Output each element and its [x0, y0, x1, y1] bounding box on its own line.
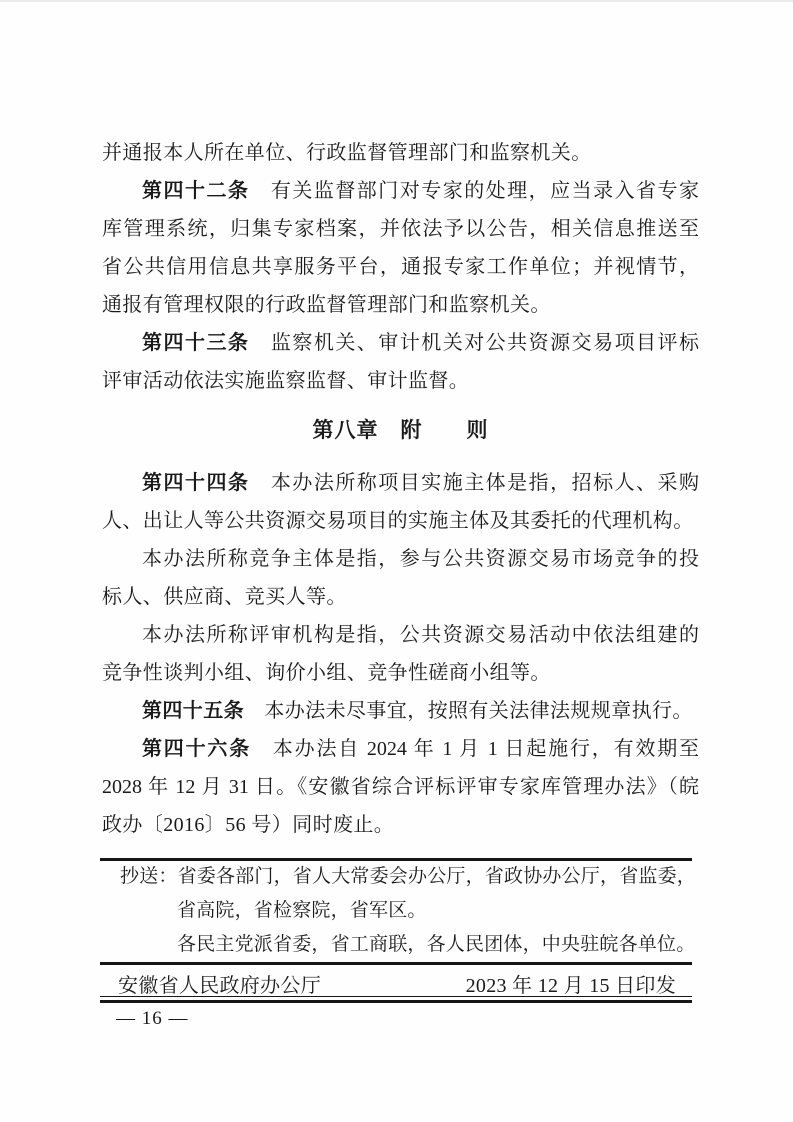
document-text-line	[102, 464, 699, 502]
document-text-line	[102, 730, 699, 768]
text-segment: 省公共信用信息共享服务平台，通报专家工作单位；并视情节，	[102, 256, 699, 278]
copy-to-text: 省委各部门，省人大常委会办公厅，省政协办公厅，省监委，	[177, 866, 697, 887]
document-text-line	[102, 248, 699, 286]
article-number: 第四十五条	[142, 700, 244, 722]
document-text-line	[102, 362, 699, 400]
copy-to-line	[120, 860, 695, 894]
document-text-line	[102, 768, 699, 806]
text-segment: 政办〔2016〕56 号）同时废止。	[102, 814, 395, 836]
document-text-line	[102, 134, 699, 172]
copy-to-line: 省高院，省检察院，省军区。	[177, 900, 427, 921]
document-text-line	[102, 286, 699, 324]
article-number: 第四十三条	[142, 332, 250, 354]
copy-to-line: 各民主党派省委，省工商联，各人民团体，中央驻皖各单位。	[177, 934, 696, 955]
document-text-line	[102, 210, 699, 248]
document-text-line	[102, 540, 699, 578]
copy-to-label: 抄送：	[120, 866, 178, 887]
text-segment: 并通报本人所在单位、行政监督管理部门和监察机关。	[102, 142, 592, 164]
copy-to-block	[120, 860, 695, 962]
document-text-line	[102, 692, 699, 730]
document-text-line	[102, 654, 699, 692]
text-segment: 竞争性谈判小组、询价小组、竞争性磋商小组等。	[102, 662, 551, 684]
text-segment: 有关监督部门对专家的处理，应当录入省专家	[249, 180, 700, 202]
text-segment: 本办法未尽事宜，按照有关法律法规规章执行。	[244, 700, 693, 722]
text-segment: 人、出让人等公共资源交易项目的实施主体及其委托的代理机构。	[102, 510, 694, 532]
issuer-name: 安徽省人民政府办公厅	[118, 975, 321, 997]
document-text-line	[102, 578, 699, 616]
document-text-line	[102, 502, 699, 540]
text-segment: 本办法自 2024 年 1 月 1 日起施行，有效期至	[251, 738, 700, 760]
text-segment: 本办法所称竞争主体是指，参与公共资源交易市场竞争的投	[142, 548, 699, 570]
document-text-line	[102, 806, 699, 844]
document-body	[102, 134, 699, 844]
print-date: 2023 年 12 月 15 日印发	[465, 975, 676, 997]
scan-edge-artifact	[0, 0, 793, 2]
colophon-bottom-rule	[100, 996, 692, 1003]
text-segment: 监察机关、审计机关对公共资源交易项目评标	[249, 332, 700, 354]
text-segment: 标人、供应商、竞买人等。	[102, 586, 347, 608]
article-number: 第四十六条	[142, 738, 252, 760]
colophon-footer	[118, 971, 676, 996]
text-segment: 2028 年 12 月 31 日。《安徽省综合评标评审专家库管理办法》（皖	[102, 776, 699, 798]
text-segment: 本办法所称项目实施主体是指，招标人、采购	[249, 472, 700, 494]
text-segment: 通报有管理权限的行政监督管理部门和监察机关。	[102, 294, 551, 316]
colophon-mid-rule	[100, 962, 692, 965]
article-number: 第四十四条	[142, 472, 250, 494]
chapter-heading: 第八章 附 则	[312, 419, 489, 442]
page-number: — 16 —	[116, 1008, 189, 1029]
text-segment: 评审活动依法实施监察监督、审计监督。	[102, 370, 470, 392]
text-segment: 库管理系统，归集专家档案，并依法予以公告，相关信息推送至	[102, 218, 699, 240]
document-text-line	[102, 172, 699, 210]
article-number: 第四十二条	[142, 180, 250, 202]
document-text-line	[102, 324, 699, 362]
text-segment: 本办法所称评审机构是指，公共资源交易活动中依法组建的	[142, 624, 699, 646]
document-text-line	[102, 616, 699, 654]
